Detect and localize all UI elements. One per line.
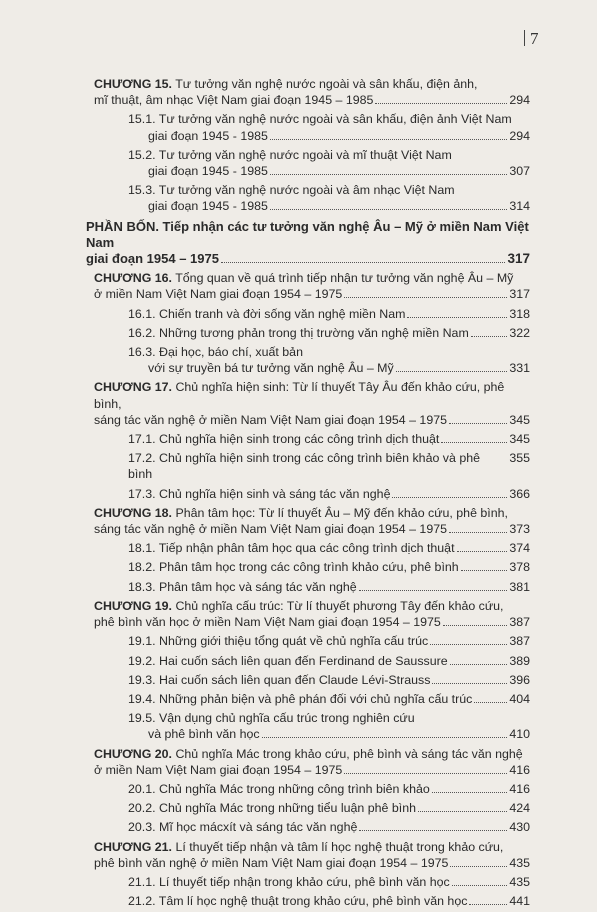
chapter-label: CHƯƠNG 15. (94, 77, 172, 91)
toc-entry-title (94, 840, 503, 854)
toc-entry (86, 270, 530, 302)
dot-leader (407, 317, 507, 318)
dot-leader (262, 737, 508, 738)
toc-entry-title: 19.4. Những phản biện và phê phán đối với chủ nghĩa cấu trúc (128, 691, 473, 706)
dot-leader (344, 297, 507, 298)
toc-entry-line1 (94, 839, 530, 855)
toc-entry-line1 (128, 111, 530, 127)
page-ref: 345 (509, 412, 530, 427)
page-ref: 318 (509, 306, 530, 321)
toc-entry (86, 450, 530, 482)
toc-entry (86, 839, 530, 871)
dot-leader (418, 811, 507, 812)
dot-leader (432, 683, 507, 684)
toc-entry-title (94, 77, 477, 91)
toc-entry-line1 (128, 540, 530, 556)
toc-entry-line2 (128, 726, 530, 742)
toc-entry-continuation: giai đoạn 1954 – 1975 (86, 251, 219, 267)
dot-leader (457, 551, 508, 552)
toc-entry-line1 (128, 653, 530, 669)
page-ref: 307 (509, 164, 530, 179)
page-ref: 355 (509, 451, 530, 466)
toc-entry-line1 (94, 76, 530, 92)
chapter-label: CHƯƠNG 16. (94, 271, 172, 286)
toc-entry (86, 633, 530, 649)
toc-entry-title: 21.1. Lí thuyết tiếp nhận trong khảo cứu, phê bình văn học (128, 874, 450, 889)
chapter-label: CHƯƠNG 21. (94, 839, 172, 854)
page-ref: 430 (509, 820, 530, 835)
toc-entry-line2 (94, 855, 530, 871)
toc-entry-line1 (94, 598, 530, 614)
page-number: 7 (524, 29, 539, 49)
toc-entry (86, 781, 530, 797)
page-ref: 294 (509, 128, 530, 143)
toc-entry (86, 540, 530, 556)
toc-entry (86, 325, 530, 341)
toc-entry (86, 819, 530, 835)
page-ref: 435 (509, 855, 530, 870)
toc-entry-title: 15.1. Tư tưởng văn nghệ nước ngoài và sân khấu, điện ảnh Việt Nam (128, 112, 512, 127)
toc-entry (86, 379, 530, 428)
toc-entry-line1 (128, 579, 530, 595)
toc-entry-line1 (128, 672, 530, 688)
chapter-label: CHƯƠNG 18. (94, 505, 172, 520)
toc-entry (86, 579, 530, 595)
page-ref: 387 (509, 615, 530, 630)
dot-leader (270, 174, 507, 175)
dot-leader (270, 209, 507, 210)
chapter-title: Tư tưởng văn nghệ nước ngoài và sân khấu, điện ảnh, (175, 77, 478, 91)
toc-entry (86, 182, 530, 214)
dot-leader (359, 830, 507, 831)
toc-entry-continuation: sáng tác văn nghệ ở miền Nam Việt Nam giai đoạn 1954 – 1975 (94, 522, 447, 537)
table-of-contents (86, 76, 530, 912)
toc-entry-continuation: giai đoạn 1945 - 1985 (148, 199, 268, 214)
toc-entry-title (94, 380, 504, 410)
toc-entry-title: 16.1. Chiến tranh và đời sống văn nghệ miền Nam (128, 306, 406, 321)
dot-leader (441, 442, 507, 443)
dot-leader (450, 664, 508, 665)
toc-entry (86, 874, 530, 890)
toc-entry-title: 18.3. Phân tâm học và sáng tác văn nghệ (128, 579, 357, 594)
toc-entry-title: 17.3. Chủ nghĩa hiện sinh và sáng tác văn nghệ (128, 486, 391, 501)
toc-entry-line2 (94, 762, 530, 778)
toc-entry-title: PHẦN BỐN. Tiếp nhận các tư tưởng văn nghệ Âu – Mỹ ở miền Nam Việt Nam (86, 218, 529, 250)
chapter-title: Phân tâm học: Từ lí thuyết Âu – Mỹ đến khảo cứu, phê bình, (175, 505, 508, 520)
dot-leader (452, 885, 508, 886)
toc-entry-title: 15.3. Tư tưởng văn nghệ nước ngoài và âm nhạc Việt Nam (128, 183, 455, 198)
toc-entry-title: 16.2. Những tương phản trong thị trường văn nghệ miền Nam (128, 325, 469, 340)
page-ref: 374 (509, 541, 530, 556)
toc-entry (86, 800, 530, 816)
toc-entry-line1 (128, 306, 530, 322)
toc-entry-line1 (128, 344, 530, 360)
toc-entry-continuation: giai đoạn 1945 - 1985 (148, 128, 268, 143)
toc-entry-title: 20.1. Chủ nghĩa Mác trong những công trình biên khảo (128, 781, 430, 796)
toc-entry (86, 219, 530, 268)
chapter-title: Chủ nghĩa Mác trong khảo cứu, phê bình và sáng tác văn nghệ (175, 746, 523, 761)
toc-entry (86, 306, 530, 322)
page-number-rule (524, 30, 525, 46)
toc-entry-continuation: ở miền Nam Việt Nam giai đoạn 1954 – 1975 (94, 762, 343, 777)
toc-entry-continuation: mĩ thuật, âm nhạc Việt Nam giai đoạn 1945 – 1985 (94, 93, 374, 108)
page-ref: 396 (509, 672, 530, 687)
chapter-label: CHƯƠNG 19. (94, 598, 172, 613)
toc-entry-line2 (94, 521, 530, 537)
toc-entry (86, 505, 530, 537)
toc-entry-title: 20.3. Mĩ học mácxít và sáng tác văn nghệ (128, 820, 358, 835)
toc-entry-line1 (128, 893, 530, 909)
page-ref: 378 (509, 560, 530, 575)
toc-entry-line2 (94, 92, 530, 108)
toc-entry-line1 (128, 691, 530, 707)
toc-entry-continuation: giai đoạn 1945 - 1985 (148, 164, 268, 179)
toc-entry-line1 (94, 270, 530, 286)
page-ref: 404 (509, 691, 530, 706)
toc-entry (86, 431, 530, 447)
toc-entry-continuation: sáng tác văn nghệ ở miền Nam Việt Nam giai đoạn 1954 – 1975 (94, 412, 447, 427)
toc-entry (86, 691, 530, 707)
dot-leader (430, 644, 507, 645)
toc-entry-title (94, 747, 523, 761)
dot-leader (432, 792, 508, 793)
toc-entry-line1 (128, 486, 530, 502)
page-ref: 345 (509, 432, 530, 447)
dot-leader (375, 103, 507, 104)
toc-entry-line1 (94, 505, 530, 521)
toc-entry-line1 (128, 182, 530, 198)
toc-entry (86, 746, 530, 778)
chapter-title: Chủ nghĩa hiện sinh: Từ lí thuyết Tây Âu đến khảo cứu, phê bình, (94, 380, 505, 411)
toc-entry (86, 893, 530, 909)
toc-entry-line1 (128, 633, 530, 649)
page-ref: 317 (509, 287, 530, 302)
dot-leader (344, 773, 507, 774)
toc-entry-line1 (128, 450, 530, 482)
page-ref: 441 (509, 894, 530, 909)
page-ref: 331 (509, 361, 530, 376)
toc-entry-continuation: phê bình văn học ở miền Nam Việt Nam giai đoạn 1954 – 1975 (94, 615, 441, 630)
toc-entry-line1 (128, 819, 530, 835)
toc-entry-title: 15.2. Tư tưởng văn nghệ nước ngoài và mĩ thuật Việt Nam (128, 147, 452, 162)
toc-entry-title: 19.2. Hai cuốn sách liên quan đến Ferdinand de Saussure (128, 653, 448, 668)
toc-entry-title: 19.3. Hai cuốn sách liên quan đến Claude Lévi-Strauss (128, 672, 431, 687)
page-ref: 435 (509, 874, 530, 889)
page-ref: 410 (509, 727, 530, 742)
toc-entry-title: 17.2. Chủ nghĩa hiện sinh trong các công trình biên khảo và phê bình (128, 451, 481, 482)
dot-leader (359, 590, 508, 591)
toc-entry-line2 (94, 412, 530, 428)
dot-leader (270, 139, 507, 140)
toc-entry-line2 (128, 198, 530, 214)
page-ref: 387 (509, 634, 530, 649)
toc-entry-line1 (128, 325, 530, 341)
toc-entry-line1 (94, 746, 530, 762)
toc-entry-line2 (128, 128, 530, 144)
toc-entry-line1 (128, 800, 530, 816)
page-ref: 317 (507, 251, 530, 267)
toc-entry-title: 19.1. Những giới thiệu tổng quát về chủ nghĩa cấu trúc (128, 634, 429, 649)
toc-entry-line1 (128, 431, 530, 447)
toc-entry-line2 (128, 163, 530, 179)
toc-entry-title: 19.5. Vận dụng chủ nghĩa cấu trúc trong nghiên cứu (128, 711, 415, 726)
chapter-label: CHƯƠNG 20. (94, 746, 172, 761)
toc-entry-title (94, 599, 504, 613)
page-ref: 416 (509, 781, 530, 796)
page-ref: 424 (509, 801, 530, 816)
dot-leader (221, 262, 506, 263)
dot-leader (449, 423, 507, 424)
dot-leader (449, 532, 507, 533)
toc-entry-line1 (128, 781, 530, 797)
toc-entry-title: 18.2. Phân tâm học trong các công trình khảo cứu, phê bình (128, 560, 459, 575)
toc-entry-title: 16.3. Đại học, báo chí, xuất bản (128, 345, 303, 360)
toc-entry-line2 (86, 251, 530, 267)
chapter-label: CHƯƠNG 17. (94, 380, 172, 395)
dot-leader (443, 625, 508, 626)
toc-entry-title (94, 506, 508, 520)
toc-entry-continuation: và phê bình văn học (148, 727, 260, 742)
toc-entry (86, 598, 530, 630)
page-ref: 294 (509, 93, 530, 108)
chapter-title: Lí thuyết tiếp nhận và tâm lí học nghệ thuật trong khảo cứu, (175, 839, 504, 854)
toc-entry-line1 (94, 379, 530, 411)
toc-entry-line1 (128, 559, 530, 575)
dot-leader (396, 371, 508, 372)
chapter-title: Chủ nghĩa cấu trúc: Từ lí thuyết phương Tây đến khảo cứu, (175, 598, 504, 613)
toc-entry (86, 672, 530, 688)
toc-entry-line2 (94, 286, 530, 302)
page-ref: 416 (509, 762, 530, 777)
dot-leader (471, 336, 508, 337)
page-ref: 373 (509, 522, 530, 537)
toc-entry-title: 18.1. Tiếp nhận phân tâm học qua các công trình dịch thuật (128, 541, 455, 556)
toc-entry-title: 21.2. Tâm lí học nghệ thuật trong khảo cứu, phê bình văn học (128, 894, 468, 909)
toc-entry-line2 (128, 360, 530, 376)
page-ref: 314 (509, 199, 530, 214)
dot-leader (450, 866, 507, 867)
page-ref: 322 (509, 325, 530, 340)
toc-entry (86, 76, 530, 108)
dot-leader (474, 702, 507, 703)
toc-entry (86, 486, 530, 502)
toc-entry (86, 710, 530, 742)
dot-leader (469, 904, 507, 905)
page-ref: 366 (509, 486, 530, 501)
page-ref: 389 (509, 653, 530, 668)
toc-entry-line1 (86, 219, 530, 251)
toc-entry-line1 (128, 147, 530, 163)
toc-entry-title: 17.1. Chủ nghĩa hiện sinh trong các công trình dịch thuật (128, 432, 440, 447)
toc-entry-line2 (94, 614, 530, 630)
toc-entry (86, 147, 530, 179)
chapter-title: Tổng quan về quá trình tiếp nhận tư tưởng văn nghệ Âu – Mỹ (175, 271, 514, 286)
toc-entry-continuation: ở miền Nam Việt Nam giai đoạn 1954 – 1975 (94, 287, 343, 302)
toc-entry (86, 653, 530, 669)
page-ref: 381 (509, 579, 530, 594)
dot-leader (461, 570, 508, 571)
toc-entry (86, 559, 530, 575)
toc-entry-title: 20.2. Chủ nghĩa Mác trong những tiểu luận phê bình (128, 801, 416, 816)
toc-entry-continuation: phê bình văn nghệ ở miền Nam Việt Nam giai đoạn 1954 – 1975 (94, 855, 449, 870)
toc-entry-line1 (128, 874, 530, 890)
dot-leader (392, 497, 507, 498)
toc-entry-line1 (128, 710, 530, 726)
toc-entry (86, 344, 530, 376)
toc-entry-continuation: với sự truyền bá tư tưởng văn nghệ Âu – Mỹ (148, 361, 394, 376)
toc-entry (86, 111, 530, 143)
toc-entry-title (94, 271, 513, 285)
